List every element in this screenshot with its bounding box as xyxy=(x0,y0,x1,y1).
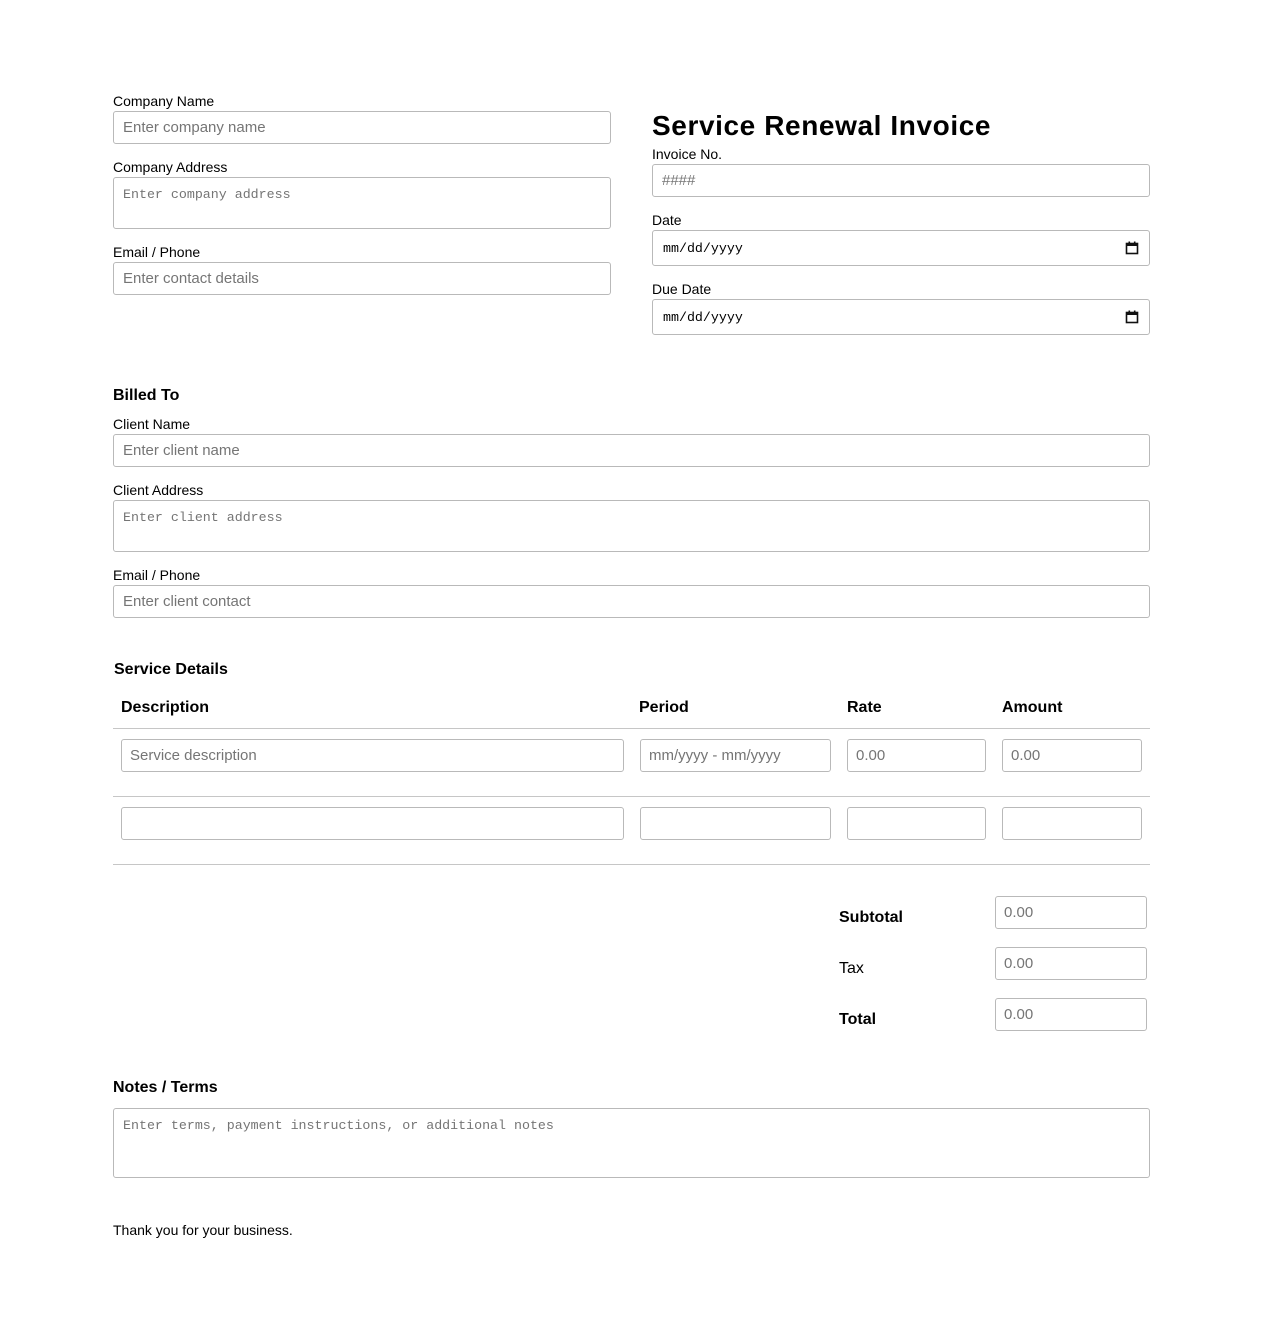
calendar-icon[interactable] xyxy=(1125,310,1139,324)
row-rate-input[interactable] xyxy=(847,807,986,840)
footer-thank-you: Thank you for your business. xyxy=(113,1222,293,1238)
invoice-number-label: Invoice No. xyxy=(652,146,723,162)
company-address-textarea[interactable]: Enter company address xyxy=(113,177,611,229)
notes-textarea[interactable]: Enter terms, payment instructions, or additional notes xyxy=(113,1108,1150,1178)
client-address-label: Client Address xyxy=(113,482,204,498)
company-address-label: Company Address xyxy=(113,159,228,175)
date-label: Date xyxy=(652,212,682,228)
notes-heading: Notes / Terms xyxy=(113,1079,218,1096)
company-contact-input[interactable]: Enter contact details xyxy=(113,262,611,295)
date-input[interactable] xyxy=(652,230,1150,266)
client-address-textarea[interactable]: Enter client address xyxy=(113,500,1150,552)
header-divider xyxy=(113,728,1150,729)
company-contact-label: Email / Phone xyxy=(113,244,201,260)
billed-to-section xyxy=(113,387,1150,618)
row-amount-input[interactable] xyxy=(1002,807,1142,840)
total-label: Total xyxy=(839,1011,877,1028)
row-divider xyxy=(113,796,1150,797)
client-name-label: Client Name xyxy=(113,416,191,432)
company-name-input[interactable]: Enter company name xyxy=(113,111,611,144)
invoice-meta-section xyxy=(652,110,1150,335)
due-date-input[interactable] xyxy=(652,299,1150,335)
row-period-input[interactable]: mm/yyyy - mm/yyyy xyxy=(640,739,831,772)
due-date-value: mm/dd/yyyy xyxy=(663,309,743,325)
row-description-input[interactable]: Service description xyxy=(121,739,624,772)
client-name-input[interactable]: Enter client name xyxy=(113,434,1150,467)
service-table xyxy=(113,690,1150,865)
row-amount-input[interactable]: 0.00 xyxy=(1002,739,1142,772)
column-header-amount: Amount xyxy=(1002,699,1063,716)
service-details-heading: Service Details xyxy=(114,661,228,678)
row-description-input[interactable] xyxy=(121,807,624,840)
subtotal-input[interactable]: 0.00 xyxy=(995,896,1147,929)
row-divider xyxy=(113,864,1150,865)
column-header-description: Description xyxy=(121,699,210,716)
invoice-number-input[interactable]: #### xyxy=(652,164,1150,197)
subtotal-label: Subtotal xyxy=(839,909,903,926)
client-contact-input[interactable]: Enter client contact xyxy=(113,585,1150,618)
company-name-label: Company Name xyxy=(113,93,215,109)
company-section xyxy=(113,93,611,295)
tax-label: Tax xyxy=(839,960,864,977)
total-input[interactable]: 0.00 xyxy=(995,998,1147,1031)
column-header-period: Period xyxy=(639,699,689,716)
date-value: mm/dd/yyyy xyxy=(663,240,743,256)
billed-to-heading: Billed To xyxy=(113,387,180,404)
tax-input[interactable]: 0.00 xyxy=(995,947,1147,980)
invoice-title: Service Renewal Invoice xyxy=(652,110,992,141)
due-date-label: Due Date xyxy=(652,281,712,297)
row-period-input[interactable] xyxy=(640,807,831,840)
column-header-rate: Rate xyxy=(847,699,882,716)
client-contact-label: Email / Phone xyxy=(113,567,201,583)
calendar-icon[interactable] xyxy=(1125,241,1139,255)
row-rate-input[interactable]: 0.00 xyxy=(847,739,986,772)
